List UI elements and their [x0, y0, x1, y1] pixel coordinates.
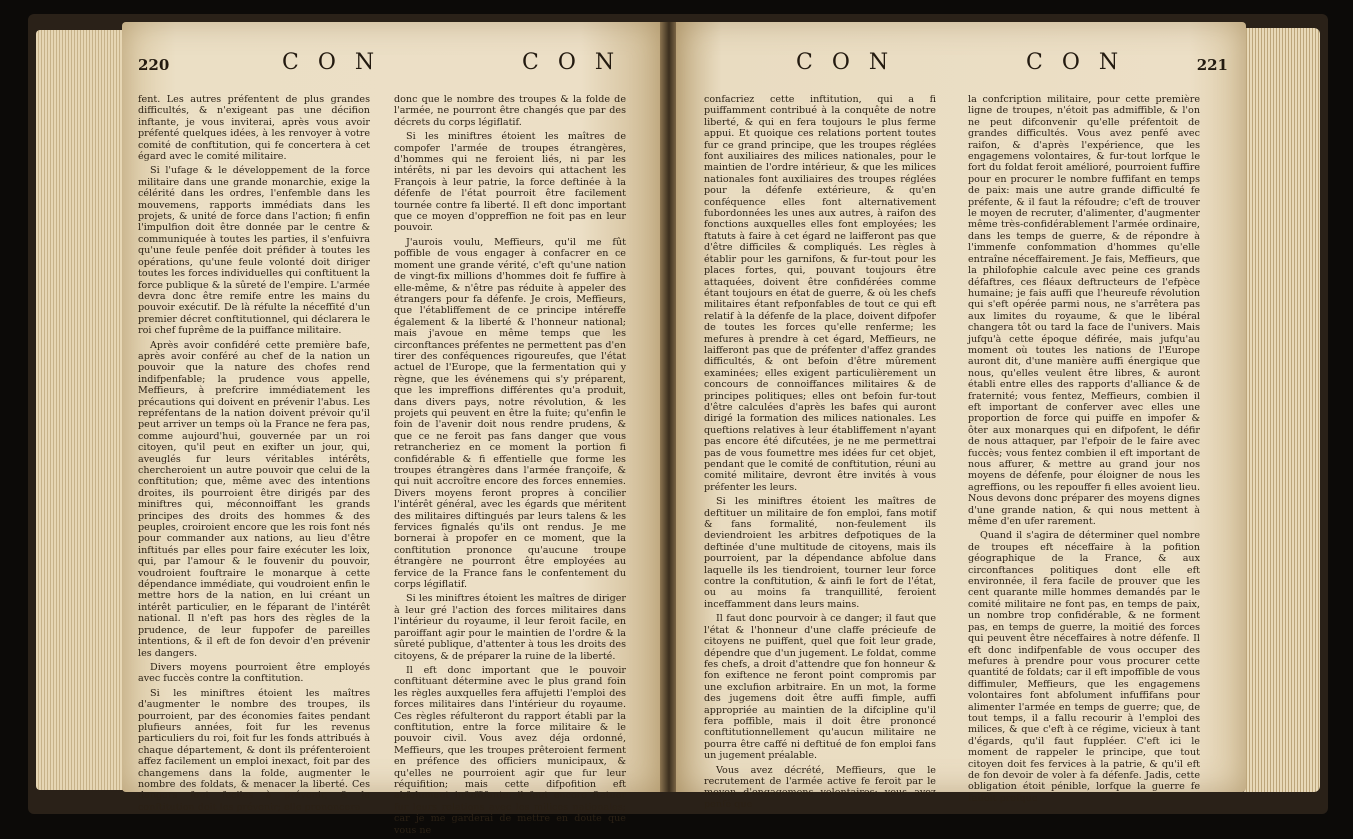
- running-head: C O N: [796, 50, 895, 75]
- paragraph: Si l'ufage & le développement de la force militaire dans une grande monarchie, exige la célérité dans les ordres, l'enfemble dans les mouvemens, rapports immédiats dans les projets, & unité de force dans l'action; fi enfin l'impulfion doit être donnée par le centre & communiquée à toutes les parties, il s'enfuivra qu'une feule penfée doit préfider à toutes les opérations, qu'une feule volonté doit diriger toutes les forces individuelles qui conftituent la force publique & la sûreté de l'empire. L'armée devra donc être remife entre les mains du pouvoir exécutif. De là réfulte la néceffité d'un premier décret conftitutionnel, qui déclarera le roi chef fuprême de la puiffance militaire.: [138, 165, 370, 337]
- paragraph: Il faut donc pourvoir à ce danger; il faut que l'état & l'honneur d'une claffe précieufe de citoyens ne puiffent, quel que foit leur grade, dépendre que d'un jugement. Le foldat, comme fes chefs, a droit d'attendre que fon honneur & fon exiftence ne feront point compromis par une exclufion arbitraire. En un mot, la forme des jugemens doit être auffi fimple, auffi appropriée au maintien de la difcipline qu'il fera poffible, mais il doit être prononcé conftitutionnellement qu'aucun militaire ne pourra être caffé ni deftitué de fon emploi fans un jugement préalable.: [704, 613, 936, 762]
- running-head: C O N: [282, 50, 381, 75]
- paragraph: Après avoir confidéré cette première bafe, après avoir conféré au chef de la nation un pouvoir que la nature des chofes rend indifpenfable; la prudence vous appelle, Meffieurs, à prefcrire immédiatement les précautions qui doivent en prévenir l'abus. Les repréfentans de la nation doivent prévoir qu'il peut arriver un temps où la France ne fera pas, comme aujourd'hui, gouvernée par un roi citoyen, qu'il peut en exifter un jour, qui, aveuglés fur leurs véritables intérêts, chercheroient un autre pouvoir que celui de la conftitution; que, même avec des intentions droites, ils pourroient être dirigés par des miniftres qui, méconnoiffant les grands principes des droits des hommes & des peuples, croiroient encore que les rois font nés pour commander aux nations, au lieu d'être inftitués par elles pour faire exécuter les loix, qui, par l'amour & le fouvenir du pouvoir, voudroient fouftraire le monarque à cette dépendance immédiate, qui voudroient enfin le mettre hors de la nation, en lui créant un intérêt particulier, en le féparant de l'intérêt national. Il n'eft pas hors des règles de la prudence, de leur fuppofer de pareilles intentions, & il eft de fon devoir d'en prévenir les dangers.: [138, 339, 370, 659]
- left-page-edges: [36, 30, 124, 790]
- text-column-2: [394, 94, 626, 839]
- paragraph: Vous avez décrété, Meffieurs, que le recrutement de l'armée active fe feroit par le moyen d'engagemens volontaires; vous avez penfé que: [704, 764, 936, 810]
- paragraph: Si les miniftres étoient les maîtres de diriger à leur gré l'action des forces militaires dans l'intérieur du royaume, il leur feroit facile, en paroiffant agir pour le maintien de l'ordre & la sûreté publique, d'attenter à tous les droits des citoyens, & de préparer la ruine de la liberté.: [394, 593, 626, 662]
- paragraph: Divers moyens pourroient être employés avec fuccès contre la conftitution.: [138, 661, 370, 685]
- page-number: 220: [138, 56, 170, 74]
- paragraph: Si les miniftres étoient les maîtres d'augmenter le nombre des troupes, ils pourroient, par des économies faites pendant plufieurs années, foit fur les revenus particuliers du roi, foit fur les fonds attribués à chaque département, & dont ils préfenteroient affez facilement un emploi inexact, foit par des changemens dans la folde, augmenter le nombre des foldats, & menacer la liberté. Ces dangers font faciles à prévenir, & la conftitution doit les prévenir; elle prononcera: [138, 687, 370, 813]
- text-column-1: [138, 94, 370, 816]
- running-head: C O N: [1026, 50, 1125, 75]
- paragraph: Si les miniftres étoient les maîtres de compofer l'armée de troupes étrangères, d'hommes qui ne feroient liés, ni par les intérêts, ni par les devoirs qui attachent les François à leur patrie, la force deftinée à la défenfe de l'état pourroit être facilement tournée contre fa liberté. Il eft donc important que ce moyen d'oppreffion ne foit pas en leur pouvoir.: [394, 131, 626, 234]
- right-page-edges: [1244, 28, 1320, 792]
- page-number: 221: [1196, 56, 1228, 74]
- paragraph: Quand il s'agira de déterminer quel nombre de troupes eft néceffaire à la pofition géographique de la France, & aux circonftances politiques dont elle eft environnée, il fera facile de prouver que les cent quarante mille hommes demandés par le comité militaire ne font pas, en temps de paix, un nombre trop confidérable, & ne forment pas, en temps de guerre, la moitié des forces qui peuvent être néceffaires à notre défenfe. Il eft donc indifpenfable de vous occuper des mefures à prendre pour vous procurer cette quantité de foldats; car il eft impoffible de vous diffimuler, Meffieurs, que les engagemens volontaires font abfolument infuffifans pour alimenter l'armée en temps de guerre; que, de tout temps, il a fallu recourir à l'emploi des milices, & que c'eft à ce régime, vicieux à tant d'égards, qu'il faut fuppléer. C'eft ici le moment de rappeler le principe, que tout citoyen doit fes fervices à la patrie, & qu'il eft de fon devoir de voler à fa défenfe. Jadis, cette obligation étoit pénible, lorfque la guerre fe faifoit prefque: [968, 530, 1200, 804]
- running-head: C O N: [522, 50, 621, 75]
- left-page: [122, 22, 662, 836]
- paragraph: confacriez cette inftitution, qui a fi puiffamment contribué à la conquête de notre liberté, & qui en fera toujours le plus ferme appui. Et quoique ces relations portent toutes fur ce grand principe, que les troupes réglées font auxiliaires des milices nationales, pour le maintien de l'ordre intérieur, & que les milices nationales font auxiliaires des troupes réglées pour la défenfe extérieure, & qu'en conféquence elles font alternativement fubordonnées les unes aux autres, à raifon des fonctions auxquelles elles font employées; les ftatuts à faire à cet égard ne laifferont pas que d'être difficiles & compliqués. Les règles à établir pour les garnifons, & fur-tout pour les places fortes, qui, pouvant toujours être attaquées, doivent être confidérées comme étant toujours en état de guerre, & où les chefs militaires étant refponfables de tout ce qui eft relatif à la défenfe de la place, doivent difpofer de toutes les forces qu'elle renferme; les mefures à prendre à cet égard, Meffieurs, ne laifferont pas que de préfenter d'affez grandes difficultés, & ont befoin d'être mûrement examinées; elles exigent particulièrement un concours de connoiffances militaires & de principes politiques; elles ont befoin fur-tout d'être calculées d'après les bafes qui auront dirigé la formation des milices nationales. Les queftions relatives à leur établiffement n'ayant pas encore été difcutées, je ne me permettrai pas de vous foumettre mes idées fur cet objet, pendant que le comité de conftitution, réuni au comité militaire, devront être invités à vous préfenter les leurs.: [704, 94, 936, 493]
- paragraph: Il eft donc important que le pouvoir conftituant détermine avec le plus grand foin les règles auxquelles fera affujetti l'emploi des forces militaires dans l'intérieur du royaume. Ces règles réfulteront du rapport établi par la conftitution, entre la force militaire & le pouvoir civil. Vous avez déja ordonné, Meffieurs, que les troupes prêteroient ferment en préfence des officiers municipaux, & qu'elles ne pourroient agir que fur leur réquifition; mais cette difpofition eft abfolument infuffifante: il faut encore ftatuer fur leurs relations avec les milices nationales; car je me garderai de mettre en doute que vous ne: [394, 664, 626, 836]
- paragraph: Si les miniftres étoient les maîtres de deftituer un militaire de fon emploi, fans motif & fans formalité, non-feulement ils deviendroient les arbitres defpotiques de la deftinée d'une multitude de citoyens, mais ils pourroient, par la dépendance abfolue dans laquelle ils les tiendroient, tourner leur force contre la conftitution, & ainfi le fort de l'état, ou au moins fa tranquillité, feroient inceffamment dans leurs mains.: [704, 496, 936, 610]
- paragraph: fent. Les autres préfentent de plus grandes difficultés, & n'exigeant pas une décifion inftante, je vous inviterai, après vous avoir préfenté quelques idées, à les renvoyer à votre comité de conftitution, qui fe concertera à cet égard avec le comité militaire.: [138, 94, 370, 163]
- right-page-header: [676, 50, 1246, 90]
- left-page-header: [122, 50, 662, 90]
- paragraph: la confcription militaire, pour cette première ligne de troupes, n'étoit pas admiffible, & l'on ne peut difconvenir qu'elle préfentoit de grandes difficultés. Vous avez penfé avec raifon, & d'après l'expérience, que les engagemens volontaires, & fur-tout lorfque le fort du foldat feroit amélioré, pourroient fuffire pour en procurer le nombre fuffifant en temps de paix: mais une autre grande difficulté fe préfente, & il faut la réfoudre; c'eft de trouver le moyen de recruter, d'alimenter, d'augmenter même très-confidérablement l'armée ordinaire, dans les temps de guerre, & de répondre à l'immenfe confommation d'hommes qu'elle entraîne néceffairement. Je fais, Meffieurs, que la philofophie calcule avec peine ces grands défaftres, ces fléaux deftructeurs de l'efpèce humaine; je fais auffi que l'heureufe révolution qui s'eft opérée parmi nous, ne s'arrêtera pas aux limites du royaume, & que le libéral changera tôt ou tard la face de l'univers. Mais jufqu'à cette époque défirée, mais jufqu'au moment où toutes les nations de l'Europe auront dit, d'une manière auffi énergique que nous, qu'elles veulent être libres, & auront établi entre elles des rapports d'alliance & de fraternité; vous fentez, Meffieurs, combien il eft important de conferver avec elles une proportion de force qui puiffe en impofer & ôter aux monarques qui en difpofent, le défir de nous attaquer, par l'efpoir de le faire avec fuccès; vous fentez combien il eft important de nous affurer, & mettre au grand jour nos moyens de défenfe, pour éloigner de nous les agreffions, ou les repouffer fi elles avoient lieu. Nous devons donc préparer des moyens dignes d'une grande nation, & qui nous mettent à même d'en ufer rarement.: [968, 94, 1200, 528]
- text-column-1: [704, 94, 936, 813]
- paragraph: donc que le nombre des troupes & la folde de l'armée, ne pourront être changés que par des décrets du corps légiflatif.: [394, 94, 626, 128]
- paragraph: J'aurois voulu, Meffieurs, qu'il me fût poffible de vous engager à confacrer en ce moment une grande vérité, c'eft qu'une nation de vingt-fix millions d'hommes doit fe fuffire à elle-même, & n'être pas réduite à appeler des étrangers pour fa défenfe. Je crois, Meffieurs, que l'établiffement de ce principe intéreffe également & la liberté & l'honneur national; mais j'avoue en même temps que les circonftances préfentes ne permettent pas d'en tirer des conféquences rigoureufes, que l'état actuel de l'Europe, que la fermentation qui y règne, que les événemens qui s'y préparent, que les impreffions différentes qu'a produit, dans divers pays, notre révolution, & les projets qui peuvent en être la fuite; qu'enfin le foin de l'avenir doit nous rendre prudens, & que ce ne feroit pas fans danger que vous retrancheriez en ce moment la portion fi confidérable & fi effentielle que forme les troupes étrangères dans l'armée françoife, & qui nuit accroître encore des forces ennemies. Divers moyens feront propres à concilier l'intérêt général, avec les égards que méritent des militaires diftingués par leurs talens & les fervices fignalés qu'ils ont rendus. Je me bornerai à propofer en ce moment, que la conftitution prononce qu'aucune troupe étrangère ne pourront être employées au fervice de la France fans le confentement du corps légiflatif.: [394, 236, 626, 591]
- right-page: [676, 22, 1246, 810]
- text-column-2: [968, 94, 1200, 807]
